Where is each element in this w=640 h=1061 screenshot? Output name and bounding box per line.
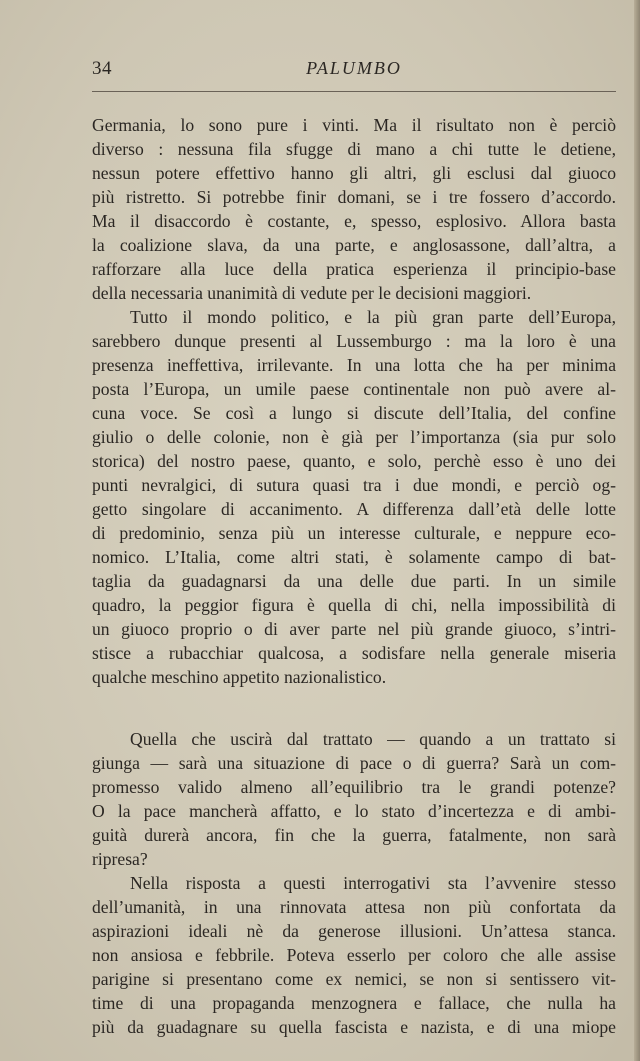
page-header	[92, 58, 616, 84]
text-line: Ma il disaccordo è costante, e, spesso, esplosivo. Allora basta	[92, 211, 616, 231]
text-line: nessun potere effettivo hanno gli altri, gli esclusi dal giuoco	[92, 163, 616, 183]
text-line: aspirazioni ideali nè da generose illusioni. Un’attesa stanca.	[92, 921, 616, 941]
paragraph-4	[92, 871, 616, 1039]
paragraph-1	[92, 113, 616, 305]
text-line: promesso valido almeno all’equilibrio tra le grandi potenze?	[92, 777, 616, 797]
paragraph-2	[92, 305, 616, 689]
text-line: Tutto il mondo politico, e la più gran parte dell’Europa,	[130, 307, 616, 327]
text-line: più da guadagnare su quella fascista e nazista, e di una miope	[92, 1017, 616, 1037]
text-line: più ristretto. Si potrebbe finir domani, se i tre fossero d’accordo.	[92, 187, 616, 207]
text-line: Nella risposta a questi interrogativi sta l’avvenire stesso	[130, 873, 616, 893]
text-line: non ansiosa e febbrile. Poteva esserlo per coloro che alle assise	[92, 945, 616, 965]
text-line: qualche meschino appetito nazionalistico.	[92, 667, 387, 687]
text-line: storica) del nostro paese, quanto, e solo, perchè esso è uno dei	[92, 451, 616, 471]
page-edge	[634, 0, 640, 1061]
page-number: 34	[92, 58, 112, 79]
body-text	[92, 113, 616, 1039]
text-line: rafforzare alla luce della pratica esperienza il principio-base	[92, 259, 616, 279]
text-line: posta l’Europa, un umile paese continentale non può avere al-	[92, 379, 616, 399]
text-line: sarebbero dunque presenti al Lussemburgo : ma la loro è una	[92, 331, 616, 351]
running-title: PALUMBO	[306, 58, 402, 78]
text-line: ripresa?	[92, 849, 148, 869]
text-line: giulio o delle colonie, non è già per l’importanza (sia pur solo	[92, 427, 616, 447]
text-line: giunga — sarà una situazione di pace o di guerra? Sarà un com-	[92, 753, 616, 773]
text-line: getto singolare di accanimento. A differenza dall’età delle lotte	[92, 499, 616, 519]
text-line: dell’umanità, in una rinnovata attesa non più confortata da	[92, 897, 616, 917]
text-line: parigine si presentano come ex nemici, se non si sentissero vit-	[92, 969, 616, 989]
paragraph-3	[92, 727, 616, 871]
text-line: della necessaria unanimità di vedute per le decisioni maggiori.	[92, 283, 532, 303]
text-line: time di una propaganda menzognera e fallace, che nulla ha	[92, 993, 616, 1013]
section-gap	[92, 689, 616, 727]
text-line: punti nevralgici, di sutura quasi tra i due mondi, e perciò og-	[92, 475, 616, 495]
text-line: nomico. L’Italia, come altri stati, è solamente campo di bat-	[92, 547, 616, 567]
header-rule	[92, 91, 616, 92]
text-line: diverso : nessuna fila sfugge di mano a chi tutte le detiene,	[92, 139, 616, 159]
text-line: quadro, la peggior figura è quella di chi, nella impossibilità di	[92, 595, 616, 615]
text-line: guità durerà ancora, fin che la guerra, fatalmente, non sarà	[92, 825, 616, 845]
text-line: di predominio, senza più un interesse culturale, e neppure eco-	[92, 523, 616, 543]
text-line: la coalizione slava, da una parte, e anglosassone, dall’altra, a	[92, 235, 616, 255]
text-line: presenza ineffettiva, irrilevante. In una lotta che ha per minima	[92, 355, 616, 375]
text-line: taglia da guadagnarsi da una delle due parti. In un simile	[92, 571, 616, 591]
text-line: cuna voce. Se così a lungo si discute dell’Italia, del confine	[92, 403, 616, 423]
text-line: O la pace mancherà affatto, e lo stato d’incertezza e di ambi-	[92, 801, 616, 821]
text-line: Germania, lo sono pure i vinti. Ma il risultato non è perciò	[92, 115, 616, 135]
text-line: Quella che uscirà dal trattato — quando a un trattato si	[130, 729, 616, 749]
text-line: un giuoco proprio o di aver parte nel più grande giuoco, s’intri-	[92, 619, 616, 639]
text-line: stisce a rubacchiar qualcosa, a sodisfare nella generale miseria	[92, 643, 616, 663]
